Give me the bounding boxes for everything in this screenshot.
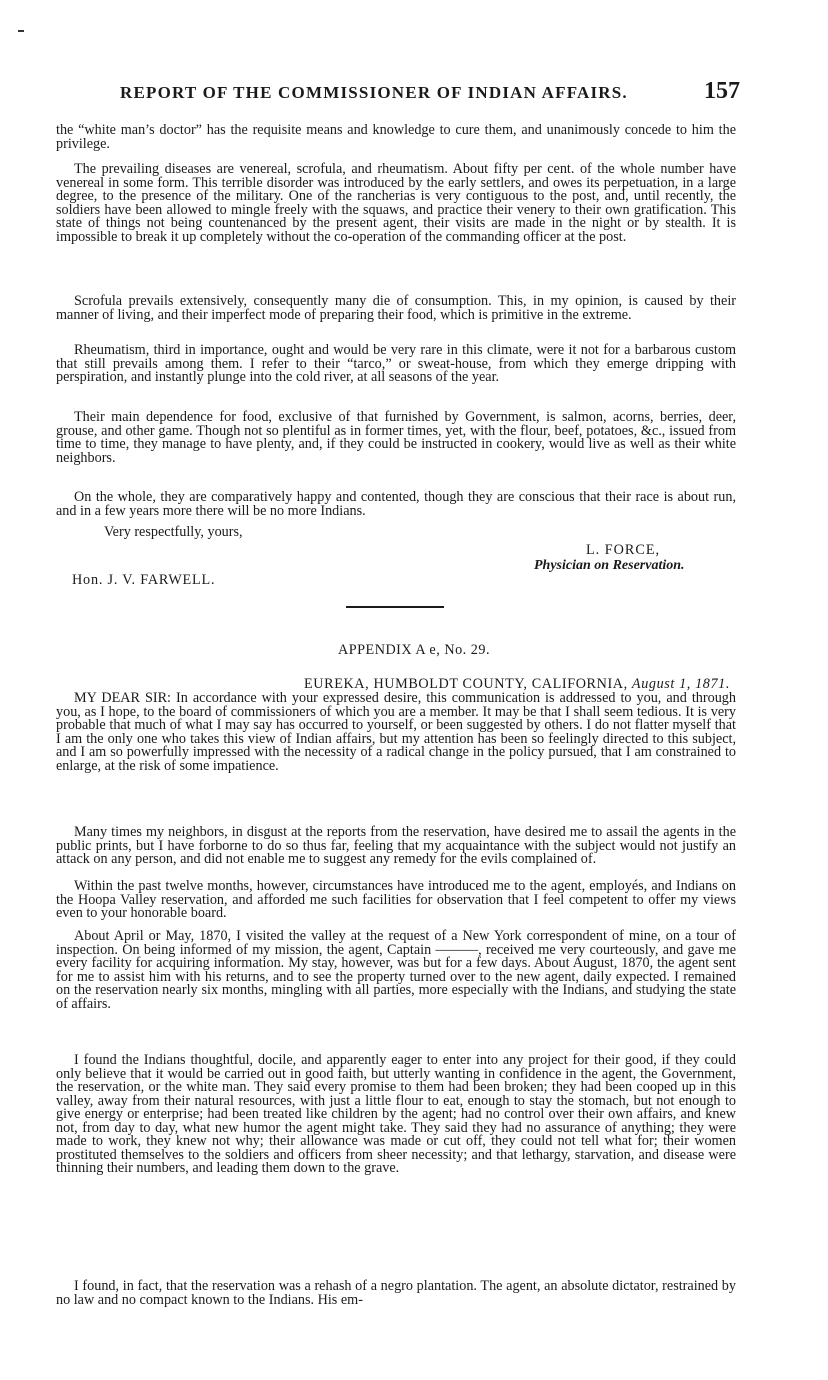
paragraph: the “white man’s doctor” has the requisite means and knowledge to cure them, and unanimously concede to him the privilege. [56,122,736,152]
paragraph: I found the Indians thoughtful, docile, and apparently eager to enter into any project for their good, if they could only believe that it would be carried out in good faith, but utterly wanting in confidence in the agent, the Government, the reservation, or the white man. They said every promise to them had been broken; they had been cooped up in this valley, away from their natural resources, with just a little flour to eat, enough to stay the stomach, but not enough to give energy or enterprise; had been treated like children by the agent; had no control over their own affairs, and knew not, from day to day, what new humor the agent might take. They said they had no assurance of anything; they were made to work, they knew not why; their allowance was made or cut off, they could not tell what for; their women prostituted themselves to the soldiers and officers from sheer necessity; and that lethargy, starvation, and disease were thinning their numbers, and leading them down to the grave. [56,1052,736,1176]
paragraph: Rheumatism, third in importance, ought and would be very rare in this climate, were it not for a barbarous custom that still prevails among them. I refer to their “tarco,” or sweat-house, from which they emerge dripping with perspiration, and instantly plunge into the cold river, at all seasons of the year. [56,342,736,385]
dateline-date: August 1, 1871. [631,676,730,692]
running-header [120,78,740,104]
paragraph-text: In accordance with your expressed desire, this communication is addressed to you, and through you, as I hope, to the board of commissioners of which you are a member. It may be that I shall seem tedious. It is very probable that much of what I may say has occurred to yourself, or been suggested by others. I do not flatter myself that I am the only one who takes this view of Indian affairs, but my attention has been so feelingly directed to this subject, and I am so powerfully impressed with the necessity of a radical change in the policy pursued, that I am constrained to enlarge, at the risk of some impatience. [56,690,736,774]
paragraph: Scrofula prevails extensively, consequently many die of consumption. This, in my opinion, is caused by their manner of living, and their imperfect mode of preparing their food, which is primitive in the extreme. [56,293,736,323]
signer-title: Physician on Reservation. [534,558,685,573]
page-number: 157 [704,78,740,104]
dateline-place: EUREKA, HUMBOLDT COUNTY, CALIFORNIA, [304,676,628,692]
paragraph: I found, in fact, that the reservation was a rehash of a negro plantation. The agent, an absolute dictator, restrained by no law and no compact known to the Indians. His em- [56,1278,736,1308]
closing: Very respectfully, yours, [104,524,243,540]
paragraph: Their main dependence for food, exclusive of that furnished by Government, is salmon, acorns, berries, deer, grouse, and other game. Though not so plentiful as in former times, yet, with the flour, beef, potatoes, &c., issued from time to time, they manage to have plenty, and, if they could be instructed in cookery, would live as well as their white neighbors. [56,409,736,466]
paragraph: Within the past twelve months, however, circumstances have introduced me to the agent, employés, and Indians on the Hoopa Valley reservation, and afforded me such facilities for observation that I feel competent to offer my views even to your honorable board. [56,878,736,921]
paragraph: On the whole, they are comparatively happy and contented, though they are conscious that their race is about run, and in a few years more there will be no more Indians. [56,489,736,519]
paragraph: About April or May, 1870, I visited the valley at the request of a New York correspondent of mine, on a tour of inspection. On being informed of my mission, the agent, Captain ———, received me very courteously, and gave me every facility for acquiring information. My stay, however, was but for a few days. About August, 1870, the agent sent for me to assist him with his returns, and to see the property turned over to the new agent, daily expected. I remained on the reservation nearly six months, mingling with all parties, more especially with the Indians, and studying the state of affairs. [56,928,736,1012]
addressee: Hon. J. V. FARWELL. [72,572,216,588]
margin-mark [18,30,24,32]
paragraph: Many times my neighbors, in disgust at the reports from the reservation, have desired me to assail the agents in the public prints, but I have forborne to do so thus far, feeling that my acquaintance with the subject would not justify an attack on any person, and did not enable me to suggest any remedy for the evils complained of. [56,824,736,867]
appendix-heading: APPENDIX A e, No. 29. [338,642,490,658]
header-title: REPORT OF THE COMMISSIONER OF INDIAN AFFAIRS. [120,83,628,102]
paragraph [56,692,736,773]
salutation: MY DEAR SIR: [74,690,171,706]
signer-name: L. FORCE, [586,542,661,558]
section-divider [346,606,444,608]
paragraph: The prevailing diseases are venereal, scrofula, and rheumatism. About fifty per cent. of the whole number have venereal in some form. This terrible disorder was introduced by the early settlers, and owes its perpetuation, in a large degree, to the presence of the military. One of the rancherias is very contiguous to the post, and, until recently, the soldiers have been allowed to mingle freely with the squaws, and practice their venery to their own gratification. This state of things not being countenanced by the present agent, their visits are made in the night or by stealth. It is impossible to break it up completely without the co-operation of the commanding officer at the post. [56,161,736,245]
